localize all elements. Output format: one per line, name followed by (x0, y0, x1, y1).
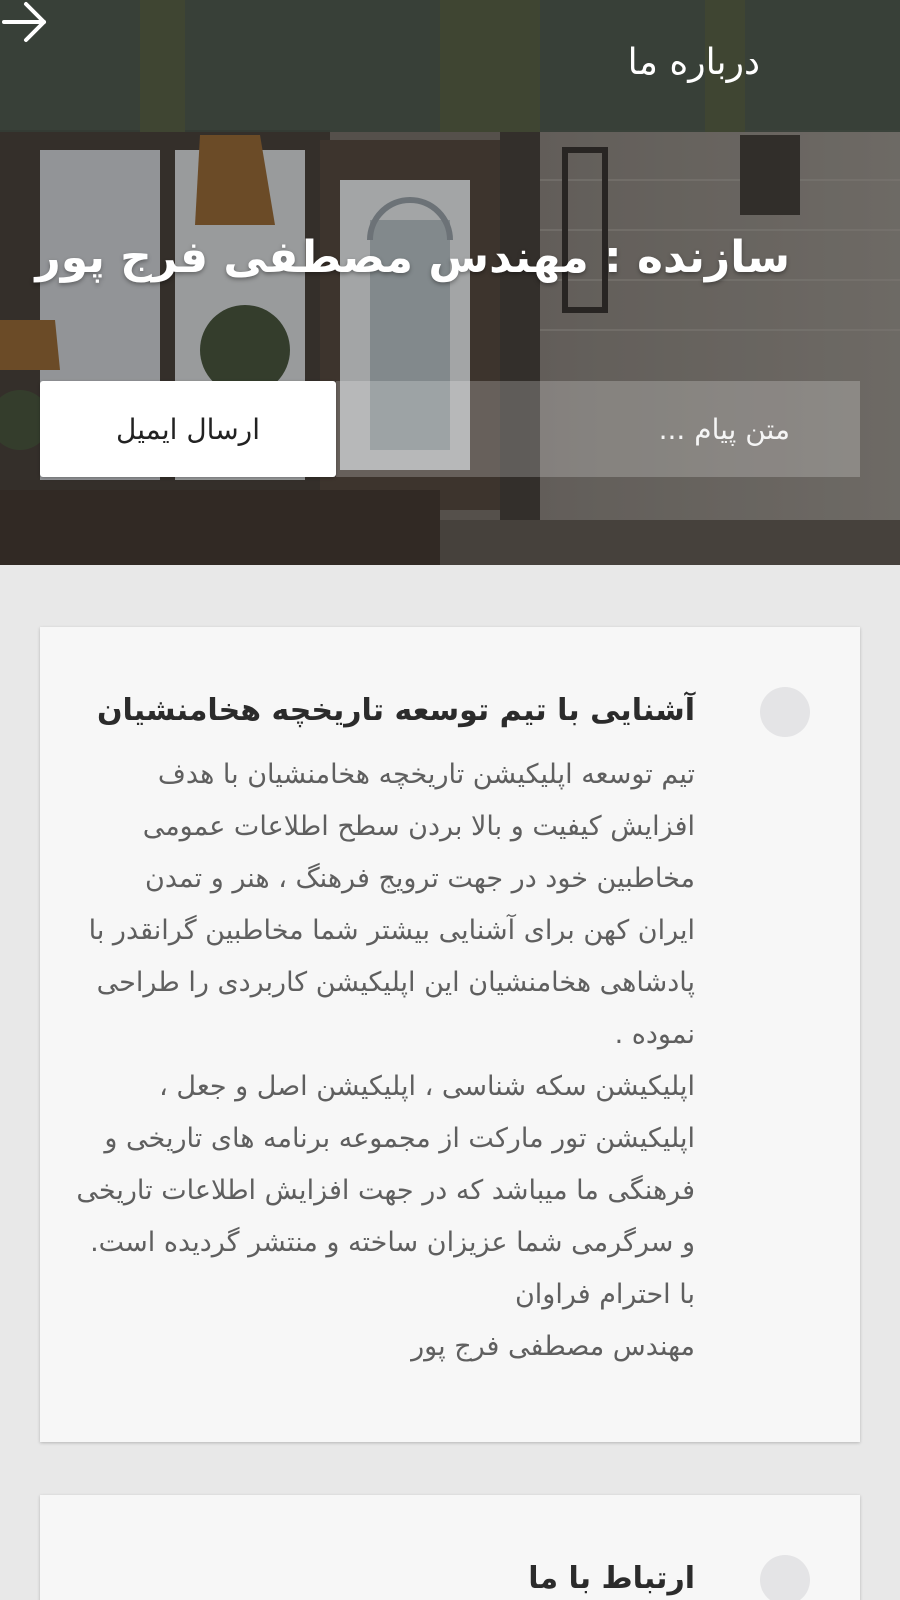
contact-card[interactable] (40, 1495, 860, 1600)
creator-heading: سازنده : مهندس مصطفی فرج پور (35, 232, 790, 283)
hero-banner (0, 0, 900, 565)
about-line: پادشاهی هخامنشیان این اپلیکیشن کاربردی را طراحی (96, 967, 695, 998)
about-line: تیم توسعه اپلیکیشن تاریخچه هخامنشیان با هدف (157, 759, 695, 790)
about-line: مخاطبین خود در جهت ترویج فرهنگ ، هنر و تمدن (145, 863, 695, 894)
about-line: ایران کهن برای آشنایی بیشتر شما مخاطبین گرانقدر با (88, 915, 695, 946)
about-line: اپلیکیشن سکه شناسی ، اپلیکیشن اصل و جعل ، (159, 1071, 695, 1102)
card-avatar-icon (760, 1555, 810, 1600)
about-line: با احترام فراوان (514, 1279, 695, 1310)
arrow-forward-icon[interactable] (0, 0, 50, 44)
about-line: مهندس مصطفی فرج پور (411, 1331, 695, 1362)
send-email-button[interactable]: ارسال ایمیل (40, 381, 336, 477)
page-title: درباره ما (627, 42, 760, 83)
about-line: و سرگرمی شما عزیزان ساخته و منتشر گردیده است. (90, 1227, 695, 1258)
about-line: اپلیکیشن تور مارکت از مجموعه برنامه های تاریخی و (104, 1123, 695, 1154)
app-bar (0, 0, 900, 132)
about-card (40, 627, 860, 1442)
about-line: افزایش کیفیت و بالا بردن سطح اطلاعات عمومی (142, 811, 695, 842)
message-input[interactable] (336, 381, 860, 477)
card-avatar-icon (760, 687, 810, 737)
about-card-title: آشنایی با تیم توسعه تاریخچه هخامنشیان (96, 693, 695, 728)
contact-card-title: ارتباط با ما (528, 1561, 695, 1596)
about-card-body (76, 749, 695, 1373)
about-line: فرهنگی ما میباشد که در جهت افزایش اطلاعات تاریخی (76, 1175, 695, 1206)
about-line: نموده . (614, 1019, 695, 1050)
